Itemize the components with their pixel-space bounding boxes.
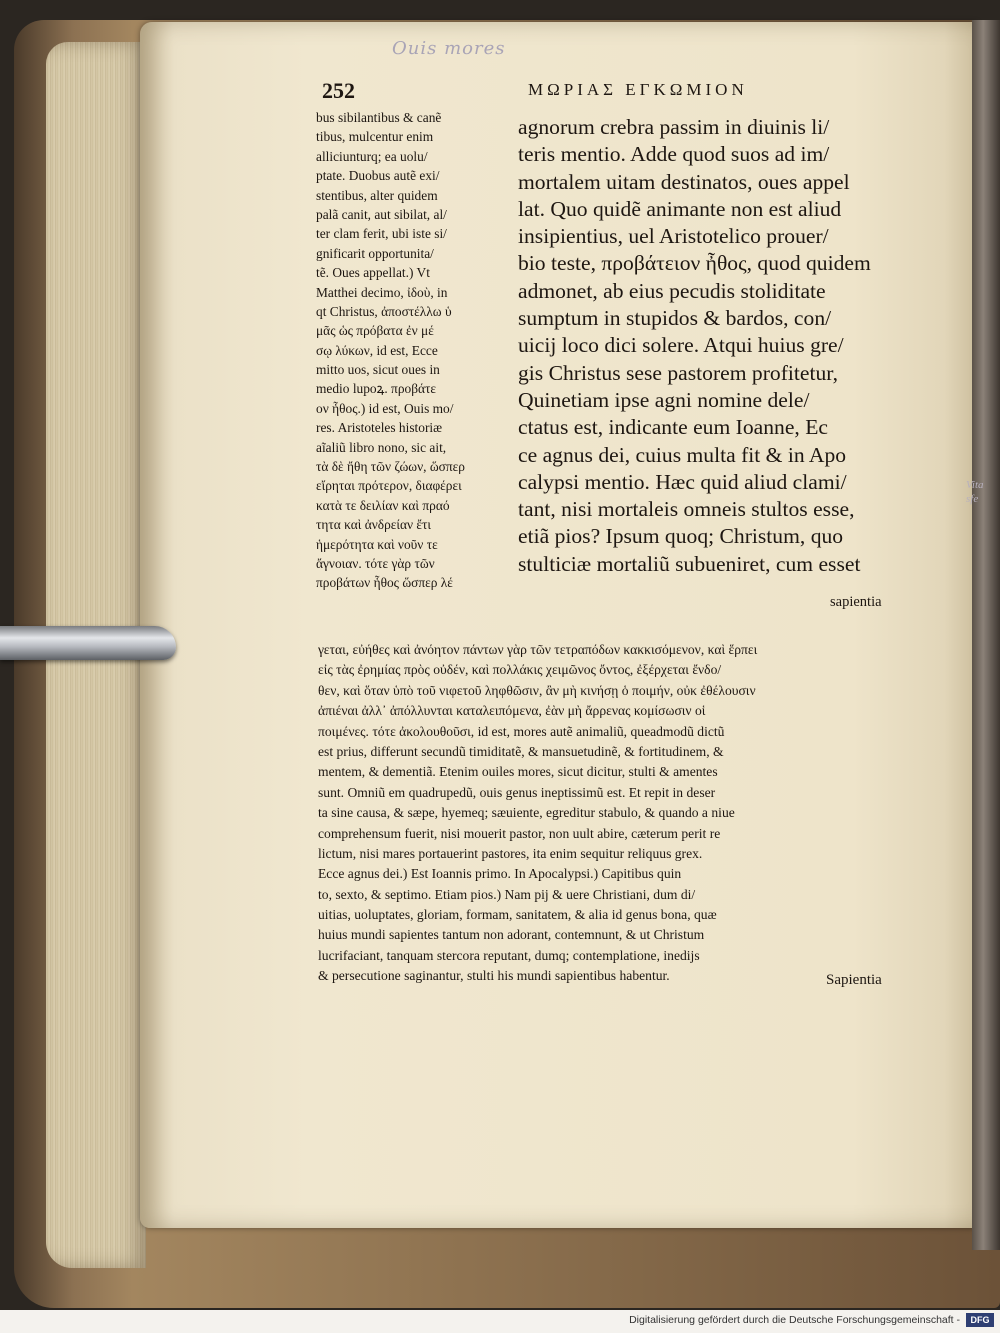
commentary-line: κατὰ τε δειλίαν καὶ πραό [316,497,450,513]
text-line: calypsi mentio. Hæc quid aliud clami/ [518,469,847,494]
commentary-line: ἡμερότητα καὶ νοῦν τε [316,536,438,552]
commentary-line: medio lupoꝝ. προβάτε [316,381,437,397]
text-line: uicij loco dici solere. Atqui huius gre/ [518,333,844,358]
commentary-line: tibus, mulcentur enim [316,129,434,145]
text-line: ctatus est, indicante eum Ioanne, Ec [518,415,828,440]
commentary-line: uitias, uoluptates, gloriam, formam, sanitatem, & alia id genus bona, quæ [318,907,717,923]
commentary-line: ον ἦθος.) id est, Ouis mo/ [316,400,454,416]
text-line: insipientius, uel Aristotelico prouer/ [518,224,829,249]
commentary-line: comprehensum fuerit, nisi mouerit pastor, non uult abire, cæterum perit re [318,825,721,841]
page-header [322,78,752,104]
text-line: admonet, ab eius pecudis stoliditate [518,278,826,303]
commentary-line: qt Christus, ἀποστέλλω ὑ [316,303,452,319]
page-number: 252 [322,78,355,103]
commentary-line: σῳ λύκων, id est, Ecce [316,342,438,358]
text-line: gis Christus sese pastorem profitetur, [518,360,838,385]
margin-annotation: Vita sfe [966,479,984,505]
commentary-column [316,108,516,593]
commentary-line: lucrifaciant, tanquam stercora reputant, dumq; contemplatione, inedijs [318,947,700,963]
commentary-line: & persecutione saginantur, stulti his mundi sapientibus habentur. [318,968,670,984]
commentary-line: προβάτων ἦθος ὥσπερ λέ [316,575,453,591]
text-line: tant, nisi mortaleis omneis stultos esse, [518,497,855,522]
commentary-line: tẽ. Oues appellat.) Vt [316,265,430,281]
commentary-line: ἀπιέναι ἀλλ᾽ ἀπόλλυνται καταλειπόμενα, ἐὰν μὴ ἄρρενας κομίσωσιν οἱ [318,703,706,719]
text-line: lat. Quo quidẽ animante non est aliud [518,196,842,221]
commentary-line: γεται, εὐήθες καὶ ἀνόητον πάντων γὰρ τῶν τετραπόδων κακκισόμενον, καὶ ἕρπει [318,642,758,657]
commentary-line: μᾶς ὡς πρόβατα ἐν μέ [316,323,434,339]
commentary-line: Ecce agnus dei.) Est Ioannis primo. In Apocalypsi.) Capitibus quin [318,866,682,882]
commentary-line: aĩaliũ libro nono, sic ait, [316,439,447,455]
text-line: stulticiæ mortaliũ subueniret, cum esset [518,551,861,576]
footer-credit: Digitalisierung gefördert durch die Deutsche Forschungsgemeinschaft - [629,1314,960,1326]
commentary-line: est prius, differunt secundũ timiditatẽ, & mansuetudinẽ, & fortitudinem, & [318,743,724,759]
main-text-column [518,114,900,578]
commentary-line: bus sibilantibus & canẽ [316,110,442,125]
text-line: mortalem uitam destinatos, oues appel [518,169,850,194]
commentary-line: ter clam ferit, ubi iste si/ [316,226,447,242]
text-line: bio teste, προβάτειον ἦθος, quod quidem [518,251,871,276]
commentary-line: sunt. Omniũ em quadrupedũ, ouis genus ineptissimũ est. Et repit in deser [318,784,716,800]
commentary-line: huius mundi sapientes tantum non adorant, contemnunt, & ut Christum [318,927,705,943]
commentary-line: τὰ δὲ ἤθη τῶν ζώων, ὥσπερ [316,459,465,475]
commentary-block [318,640,906,987]
commentary-line: θεν, καὶ ὅταν ὑπὸ τοῦ νιφετοῦ ληφθῶσιν, ἂν μὴ κινήσῃ ὁ ποιμήν, οὐκ ἐθέλουσιν [318,682,756,698]
text-line: etiã pios? Ipsum quoq; Christum, quo [518,524,844,549]
commentary-line: ptate. Duobus autẽ exi/ [316,168,440,184]
commentary-line: mentem, & dementiã. Etenim ouiles mores, sicut dicitur, stulti & amentes [318,764,718,780]
pencil-annotation: Ouis mores [392,38,506,59]
commentary-line: εἴρηται πρότερον, διαφέρει [316,478,462,494]
commentary-line: to, sexto, & septimo. Etiam pios.) Nam pij & uere Christiani, dum di/ [318,886,696,902]
running-title: ΜΩΡΙΑΣ ΕΓΚΩΜΙΟΝ [528,80,748,99]
dfg-logo: DFG [966,1313,994,1327]
commentary-line: lictum, nisi mares portauerint pastores, ita enim sequitur reliquus grex. [318,845,703,861]
text-line: agnorum crebra passim in diuinis li/ [518,115,830,139]
commentary-line: alliciunturq; ea uolu/ [316,148,428,164]
footer-bar [0,1310,1000,1333]
bookmark-clip [0,626,176,660]
commentary-line: ποιμένες. τότε ἀκολουθοῦσι, id est, mores autẽ animaliũ, queadmodũ dictũ [318,723,725,739]
commentary-line: gnificarit opportunita/ [316,245,434,261]
commentary-line: mitto uos, sicut oues in [316,362,440,378]
catchword: sapientia [830,594,882,610]
commentary-line: stentibus, alter quidem [316,187,438,203]
commentary-line: ta sine causa, & sæpe, hyemeq; sæuiente, egreditur stabulo, & quando a niue [318,805,735,821]
commentary-line: res. Aristoteles historiæ [316,420,443,436]
catchword-bottom: Sapientia [826,972,882,988]
commentary-line: ἄγνοιαν. τότε γὰρ τῶν [316,555,435,571]
text-line: ce agnus dei, cuius multa fit & in Apo [518,442,847,467]
commentary-line: Matthei decimo, ἰδοὺ, in [316,284,448,300]
text-line: sumptum in stupidos & bardos, con/ [518,306,832,331]
commentary-line: palã canit, aut sibilat, al/ [316,206,447,222]
commentary-line: εἰς τὰς ἐρημίας πρὸς οὐδέν, καὶ πολλάκις χειμῶνος ὄντος, ἐξέρχεται ἔνδο/ [318,662,722,678]
text-line: Quinetiam ipse agni nomine dele/ [518,387,810,412]
facing-page-edge [972,20,1000,1250]
text-line: teris mentio. Adde quod suos ad im/ [518,142,830,167]
commentary-line: τητα καὶ ἀνδρείαν ἔτι [316,517,432,533]
